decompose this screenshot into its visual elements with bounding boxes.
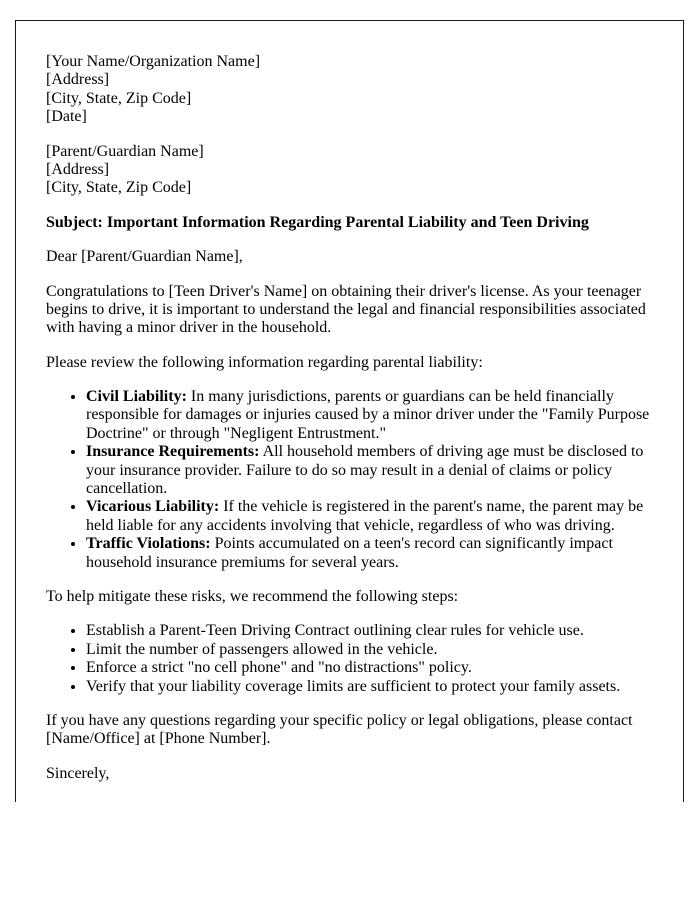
salutation: Dear [Parent/Guardian Name],: [46, 248, 243, 266]
liability-term: Traffic Violations:: [86, 535, 211, 553]
step-item-coverage: • Verify that your liability coverage limits are sufficient to protect your family assets.: [86, 678, 653, 696]
recipient-address-line: [Address]: [46, 160, 110, 178]
letter-document: [15, 20, 684, 802]
sender-name-line: [Your Name/Organization Name]: [46, 53, 261, 70]
liability-item-vicarious: [86, 498, 653, 535]
liability-item-traffic: [86, 535, 653, 572]
liability-text: If the vehicle is registered in the parent's name, the parent may be held liable for any accidents involving that vehicle, regardless of who was driving.: [86, 498, 644, 534]
liability-text: In many jurisdictions, parents or guardians can be held financially responsible for damages or injuries caused by a minor driver under the "Family Purpose Doctrine" or through "Negligent Entrustment.": [86, 388, 650, 442]
steps-lead-paragraph: To help mitigate these risks, we recommend the following steps:: [46, 587, 459, 605]
step-item-passengers: • Limit the number of passengers allowed in the vehicle.: [86, 641, 653, 659]
recipient-city-line: [City, State, Zip Code]: [46, 179, 192, 197]
liability-item-insurance: [86, 443, 653, 498]
subject-line: Subject: Important Information Regarding Parental Liability and Teen Driving: [46, 213, 589, 231]
sender-date-line: [Date]: [46, 108, 87, 126]
liability-text: Points accumulated on a teen's record can significantly impact household insurance premiums for several years.: [86, 535, 613, 571]
intro-paragraph: Congratulations to [Teen Driver's Name] on obtaining their driver's license. As your teenager begins to drive, it is important to understand the legal and financial responsibilities associated with having a minor driver in the household.: [46, 282, 646, 337]
step-item-no-phone: • Enforce a strict "no cell phone" and "no distractions" policy.: [86, 659, 653, 677]
step-item-contract: • Establish a Parent-Teen Driving Contract outlining clear rules for vehicle use.: [86, 622, 653, 640]
liability-term: Vicarious Liability:: [86, 498, 220, 516]
sender-address-line: [Address]: [46, 71, 110, 89]
sender-block: [46, 53, 653, 127]
closing-contact-paragraph: If you have any questions regarding your specific policy or legal obligations, please contact [Name/Office] at [Phone Number].: [46, 711, 633, 748]
liability-lead-paragraph: Please review the following information regarding parental liability:: [46, 353, 483, 371]
sender-city-line: [City, State, Zip Code]: [46, 89, 192, 107]
recipient-block: [46, 143, 653, 198]
liability-list: [46, 388, 653, 572]
steps-list: [46, 622, 653, 696]
liability-text: All household members of driving age must be disclosed to your insurance provider. Failure to do so may result in a denial of claims or policy cancellation.: [86, 443, 644, 498]
liability-term: Civil Liability:: [86, 388, 187, 406]
liability-term: Insurance Requirements:: [86, 443, 260, 461]
liability-item-civil: [86, 388, 653, 443]
recipient-name-line: [Parent/Guardian Name]: [46, 142, 204, 160]
signoff: Sincerely,: [46, 764, 110, 782]
